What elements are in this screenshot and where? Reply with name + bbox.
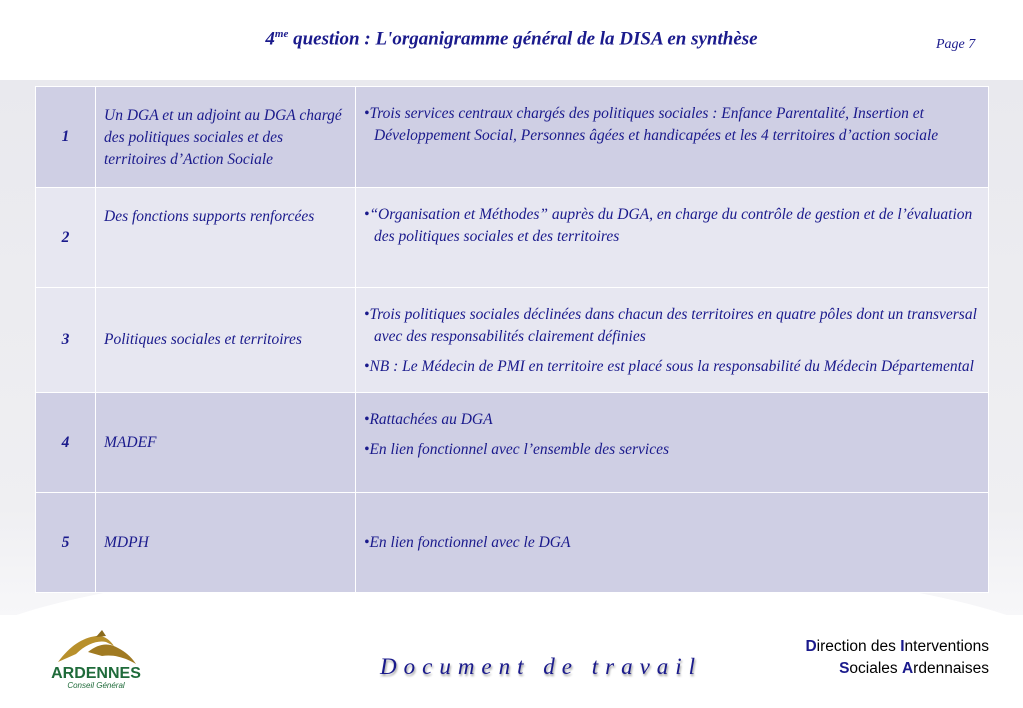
row-details [356,493,989,593]
row-number: 4 [36,393,96,493]
row-number: 3 [36,288,96,393]
row-description: MDPH [96,493,356,593]
row-description: Un DGA et un adjoint au DGA chargé des politiques sociales et des territoires d’Action Sociale [96,87,356,188]
svg-text:Conseil Général: Conseil Général [67,681,125,690]
table-row [36,188,989,288]
page-title: $4^{me}$ question : L'organigramme général de la DISA en synthèse [265,28,758,50]
ardennes-logo [40,628,152,690]
organigram-table [35,86,989,593]
row-number: 5 [36,493,96,593]
svg-text:ARDENNES: ARDENNES [51,665,141,682]
row-description: MADEF [96,393,356,493]
row-number: 2 [36,188,96,288]
document-label: Document de travail [380,654,703,679]
bullet-item: •Trois services centraux chargés des politiques sociales : Enfance Parentalité, Insertion et Développement Social, Personnes âgées et handicapées et les 4 territoires d’action sociale [364,105,939,144]
bullet-item: •Rattachées au DGA [364,411,493,428]
table-row [36,493,989,593]
row-details [356,87,989,188]
bullet-item: •Trois politiques sociales déclinées dans chacun des territoires en quatre pôles dont un transversal avec des responsabilités clairement définies [364,306,977,345]
bullet-item: •En lien fonctionnel avec l’ensemble des services [364,441,669,458]
table-row [36,288,989,393]
row-details [356,188,989,288]
row-details [356,393,989,493]
disa-signature: Direction des Interventions Sociales Ardennaises [805,638,989,677]
row-number: 1 [36,87,96,188]
table-row [36,393,989,493]
row-details [356,288,989,393]
bullet-item: •“Organisation et Méthodes” auprès du DGA, en charge du contrôle de gestion et de l’évaluation des politiques sociales et des territoires [364,206,973,245]
row-description: Politiques sociales et territoires [96,288,356,393]
table-row [36,87,989,188]
bullet-item: •En lien fonctionnel avec le DGA [364,533,571,551]
page-number: Page 7 [936,37,976,52]
bullet-item: •NB : Le Médecin de PMI en territoire est placé sous la responsabilité du Médecin Départemental [364,358,974,375]
row-description: Des fonctions supports renforcées [96,188,356,288]
